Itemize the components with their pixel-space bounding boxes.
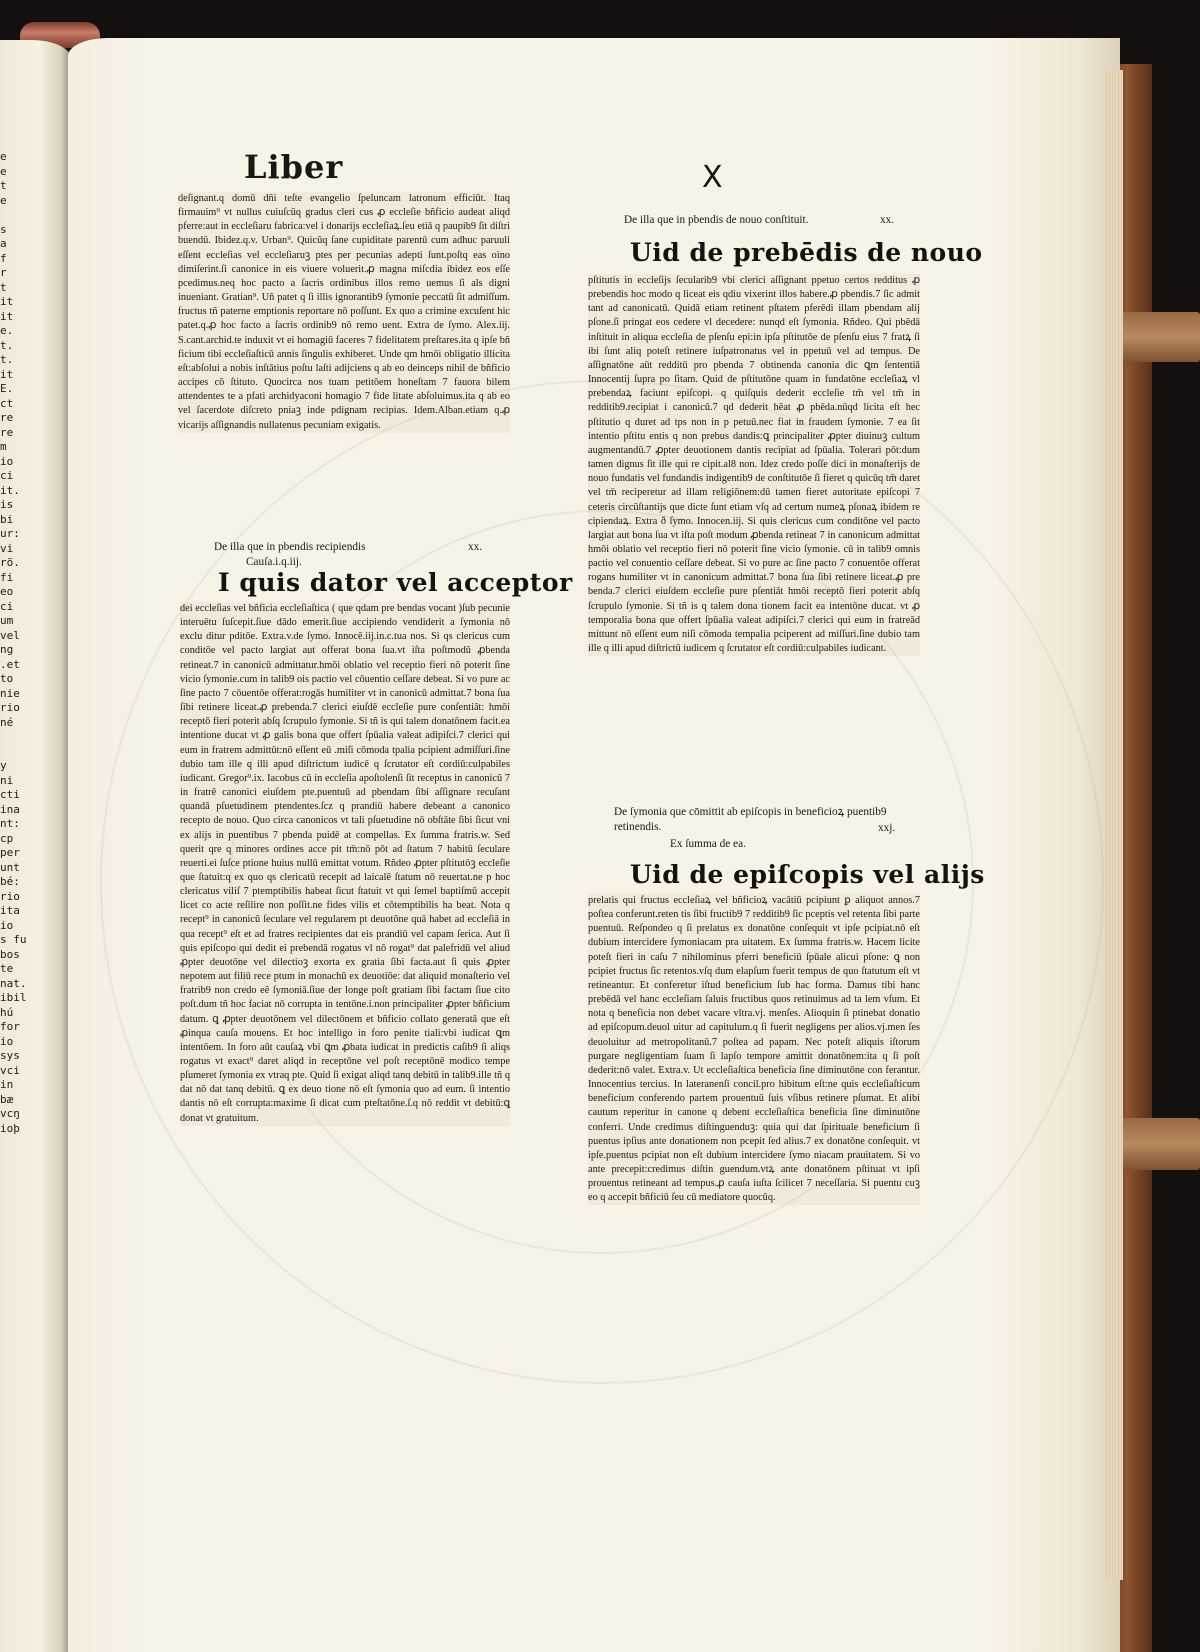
col2-rubric-2-title: De ſymonia que cōmittit ab epiſcopis in beneficioꝝ puentib9 retinendis. bbox=[614, 806, 887, 833]
col1-text-2: dei eccleſias vel bñficia eccleſiaſtica ( que qdam pre bendas vocant )ſub pecunie interuētu ſuſcepit.ſiue dādo emerit.ſiue accipiendo vendiderit a ſymonia nō exclu ditur pditōe. Extra.v.de ſymo. Innocē.iij.in.c.tua nos. Si qs clericus cum conditōe vel pacto largiat aut offerat bona ſua.vt iſta poſtmodū ꝓbenda retineat.7 in canonicū admittatur.hmōi oblatio vel receptio fieri nō poterit ſine vicio ſymonie.cum in talib9 ois pactio vel cōuentio ceſſare debeat. Si vo pure ac ſine pacto 7 cōuentōe offerat:rogās humiliter vt in canonicū admittat.7 bona ſua ſibi retinere liceat.ꝓ prebenda.7 clerici eiuſdē eccleſie pure conſentiāt: hmōi receptō fieri poterit abſq ſcrupulo ſymonie. Si tñ is qui talem donatōnem facit.ea intentione ducat vt ꝓ galis bona que offert ſpūalia valeat adipiſci.7 clerici qui eum in fratrem admittūt:nō eſſent eū .miſi cōmoda tpalia pcipient admiſſuri.ſine dubio tam ille q illi apud diſtrictum iudicē q ſcrutator eſt cordiū:culpabiles iudicant. Gregor⁹.ix. Iacobus cū in eccleſia apoſtolenſi ſit receptus in canonicū 7 in fratrē canonici eiuſdem pte.puentuū ad pbendam ſibi aſſignare recuſant quandā pſuetudinem ptendentes.ſcz q prandiū habere debeant a canonico recepto de nouo. Quo circa canonicos vt tali pſuetudine nō obſtāte ſibi ſicut vni ex alijs in puentibus 7 pbenda puidē at compellas. Ex ſumma fratris.w. Sed querit qre q minores ordines acce pit tm̄:nō pōt ad ſtatum 7 habitū ſeculare reuerti.ei ſuſce ptione huius nullū emittat votum. Rñdeo ꝓpter pſtitutōꝫ eccleſie que ſtatuit:q ex quo qs clericatū recepit ad laicalē ſtatum nō reuertat.ne p hoc clericatus viliſ 7 ptemptibilis habeat ſicut ſtatuit vt qui ſemel baptiſmū accepit licet co acte reſilire non poſſit.ne fides vilis et cōtemptibilis ha beat. Nota q recept⁹ in canonicū ſeculare vel regularem pt deuotōne quā habet ad eccleſiā in qua recept⁹ eſt et ad fratres recipientes dat eis prandiū vel capam ſerica. Aut ſi quis epiſcopo qui dedit ei prebendā rogatus vl nō rogat⁹ dat palefridū vel aliud ꝓpter deuotōne vel dilectioꝫ exorta ex gratia ſibi facta.aut ſi quis ꝓpter nepotem aut filiū rece ptum in monachū ex deuotiōe: dat aliquid monaſterio vel fratrib9 non credo eē ſymoniā.ſiue der longe poſt gratiam ſibi factam ſiue cito poſt.dum tñ hoc faciat nō corrupta in tentōne.i.non principaliter ꝓpter bñficium datum. ꝗ ꝓpter deuotōnem vel dilectōnem et bñficio collato generatā que eſt ꝓinqua cauſa mouens. Et hoc intelligo in foro penite tiali:vbi iudicat ꝗm intentōem. In foro aūt cauſaꝝ vbi ꝗm ꝓbata iudicat in predictis caſib9 ſi aliqs rogatus vt exact⁹ daret aliqd in receptōne vel poſt receptōnē modico tempe pſumeret ſymonia ex vtraq pte. Quid ſi exigat aliqd tanq debitū in talib9.ille tñ q dat nō dat tanq debitū. ꝗ ex deuo tione nō eſt ſymonia quo ad eum. ſi intentio dantis nō eſt corrupta:maxime ſi dicat cum pteſtatōne.ſ.q nō reddit vt debitū:ꝗ donat vt gratuitum. bbox=[180, 603, 510, 1124]
col2-rubric-title: De illa que in pbendis de nouo conſtituit. bbox=[624, 214, 809, 226]
col2-rubric-2-number: xxj. bbox=[878, 822, 896, 834]
page-edges bbox=[1105, 70, 1123, 1580]
col1-paragraph-1 bbox=[178, 192, 510, 433]
col2-text-2: prelatis qui fructus eccleſiaꝝ vel bñficioꝝ vacātiū pcipiunt ꝑ aliquot annos.7 poſtea conferunt.reten tis ſibi fructib9 7 redditib9 ſic pceptis vel retenta ſibi parte puentuū. Reſpondeo q ſi prelatus ex donatōne conſequit vt ipſe pcipiat.nō eſt dubium intercidere ſymoniacam pra uitatem. Ex ſumma fratris.w. Hacem licite poteſt fieri in caſu 7 nihilominus pferri beneficiū ſpūale alicui pſone: ꝗ non pcipiet fructus ſic retentos.vſq dum elapſum fuerit tempus de quo ſtatutum eſt vt retineantur. Et conferetur iſtud beneficium ſub hac forma. Damus tibi hanc prebēdā vel hanc eccleſiam ſaluis fructibus quos retinuimus ad ta lem vſum. Et nota q beneficia non debet vacare vltra.vj. menſes. Alioquin ſi ptinebat donatio ad epiſcopum.deuol uitur ad capitulum.q ſi fuerit negligens per alios.vj.men ſes deuoluitur ad metropolitanū.7 poſtea ad papam. Nec poteſt aliquis iſtorum purgare negligentiam ſuam ſi lapſo tempore amittit donatōnem:ita q ſi poſt dederit:nō valet. Extra.v. Ut eccleſiaſtica beneficia ſine diminutōne con ferantur. Innocentius tercius. In lateranenſi concil.pro hibitum eſt:ne quis eccleſiaſticum beneficium conferendo partem prouentuū ſuis vſibus retinere pſumat. Et alibi cautum reperitur in canone q debent eccleſiaſtica beneficia ſine diminutōne conferri. Unde credimus diſtinguenduꝫ: quia qui dat ſpirituale beneficium ſi puentus ipſius ante donationem non pcepit ſed alius.7 ex donatōne conſequit. vt ipſe.puentus pcipiat non eſt dubium intercidere ſymo niacam prauitatem. Si vo ante precepit:credimus diſtin guendum.vtꝝ ante donatōnem pſtituat vt ipſi prouentus retineant ad tempus.ꝓ cauſa iuſta ſcilicet 7 neceſſaria. Si puentu cuꝫ eo q accepit bñficiū ſeu cū mediatore quocūq. bbox=[588, 895, 920, 1204]
col1-rubric-causa: Cauſa.i.q.iij. bbox=[246, 556, 302, 568]
col1-rubric-title: De illa que in pbendis recipiendis bbox=[214, 541, 366, 553]
running-head-right: X bbox=[702, 160, 723, 195]
col2-rubric-number: xx. bbox=[880, 214, 895, 226]
col2-paragraph-1 bbox=[588, 274, 920, 656]
col2-section-heading: Uid de prebēdis de nouo bbox=[630, 238, 983, 267]
clasp-strap-upper bbox=[1118, 312, 1200, 362]
col2-text-1: pſtitutis in eccleſijs ſecularib9 vbi clerici aſſignant ppetuo certos redditus ꝓ prebendis hoc modo q liceat eis qdiu vixerint illos habere.ꝓ pbendis.7 ſic admit tant ad canonicatū. Quidā etiam retinent pſtatem pferēdi illam pbendam alij pſone.ſi pringat eos cedere vl decedere: nunqd eſt ſymonia. Rñdeo. Qui pbēdā inſtituit in aliqua eccleſia de pſenſu epi:in ipſa pſtitutōe de pſenſu eius 7 fratꝝ ſi ibi ſunt aliq poteſt retinere iuſpatronatus vel in ppetuū vel ad tempus. De aſſignatōne aūt redditū pro pbenda 7 obtinenda canonia dic ꝗm ſententiā Innocentij ſupra po ſitam. Quid de pſtitutōne quam in fundatōne eccleſiaꝝ vl prebendaꝝ faciunt epiſcopi. q quiſquis dederit eccleſie tm̄ vel tm̄ in redditib9.recipiat i canonicū.7 qd dederit hēat ꝓ pbēda.nūqd licita eſt hec pſtitutio q duret ad tps non in p petuū.nec fiat in fraudem ſymonie. 7 ea ſit intentio pſtitu entis q non prebus dandis:ꝗ principaliter ꝓpter diuinuꝫ cultum augmentandū.7 ꝓpter deuotionem dantis recipiat ad ſpūalia. Tolerari pōt:dum tamen dignus ſit ille qui re cipit.al8 non. Idez credo poſſe dici in monaſterijs de nouo fundatis vel fundandis indigentib9 de conſtitutōe ſi fieret q quicūq tm̄ daret vel tm̄ reciperetur ad illam religiōnem:dū tamen fieret autoritate epiſcopi 7 ceteris circūſtantijs que dicte ſunt etiam vſq ad certum numeꝝ pſonaꝝ ibidem re cipiendaꝝ. Extra ð ſymo. Innocen.iij. Si quis clericus cum conditōne vel pacto largiat aut bona ſua vt iſta poſt modum ꝓbenda retineat 7 in canonicum admittat hmōi oblatio vel receptio fieri nō poterit ſine vicio ſymonie. cū in talib9 omnis pactio vel conuentio ceſſare debeat. Si vo pure ac ſine pacto 7 conuentōe offerat rogans humiliter vt in canonicum admittat.7 bona ſua ſibi retinere liceat.ꝓ pre benda.7 clerici eiuſdem eccleſie pure pſentiāt hmōi receptō fieri poterit abſq ſcrupulo ſymonie. Si tñ is q talem dona tionem facit ea intentōne ducat. vt ꝓ temporalia bona que offert ſpūalia valeat adipiſci.7 clerici qui eum in fratreād mittunt nō eſſent eum niſi cōmoda tempalia pciperent ad miſſuri.ſine dubio tam ille q illi apud diſtrictū iudicem q ſcrutator eſt cordiū:culpabiles iudicant. bbox=[588, 275, 920, 655]
col1-text-1: deſignant.q domū dñi teſte evangelio ſpeluncam latronum efficiūt. Itaq firmauim⁹ vt nullus cuiuſcūq gradus cleri cus ꝓ eccleſie bñficio audeat aliqd pferre:aut in eccleſiaru fabrica:vel i donarijs eccleſiaꝝ.ſeu etiā q paupib9 ſit diſtri buendū. Ibidez.q.v. Urban⁹. Quicūq ſane cupiditate parentū cum adhuc paruuli eſſent eccleſias vel eccleſiaruꝫ ptes per pecunias adepti ſunt.poſtq eas oino dimiſerint.ſi canonice in eis viuere voluerit.ꝓ magna miſcdia ibidez eos eſſe pcedimus.neq hoc pacto a ſacris ordinibus illos remo uemus ſi als digni inueniant. Gratian⁹. Uñ patet q ſi illis ignorantib9 ſymonie peccatū ſit admiſſum. fructus tñ paterne emptionis reportare nō poſſunt. Ex quo a crimine excuſent hic patet.q.ꝓ hoc facto a ſacris ordinib9 nō remo uent. Extra de ſymo. Alex.iij. S.cant.archid.te induxit vt ei homagiū faceres 7 fidelitatem preſtares.ita q ipſe bñ ficium tibi eccleſiaſticū annis ſingulis exhiberet. Unde qm hmōi obligatio illicita eſt:abſolui a nobis inſtātius poſtu laſti adijciens q ab eo deinceps nihil de bñficio accipes cō ſtituto. Quocirca nos tuam petitōem honeſtam 7 fauora bilem attendentes te a pfati archidyaconi homagio 7 fide litate abſoluimus.ita q ab eo vel ſacerdote diſcreto pniaꝫ inde pdignam recipias. Idem.Alban.etiam q.ꝓ vicarijs aſſignandis nullatenus pecuniam exigatis. bbox=[178, 193, 510, 431]
col1-rubric-number: xx. bbox=[468, 541, 483, 553]
left-page-text-fragments: e e t e s a f r t it it e. t. t. it E. ct re re m io ci it. is bi ur: vi rõ. fi eo ci um vel ng .et to nie rio né y ni cti ina nt: cp per unt bé: rio ita io s fu bos te nat. ibil hú for io sys vci in bæ vcŋ ioþ bbox=[0, 150, 27, 1135]
col2-paragraph-2 bbox=[588, 894, 920, 1205]
clasp-strap-lower bbox=[1118, 1118, 1200, 1170]
col2-section-heading-2: Uid de epiſcopis vel alijs bbox=[630, 860, 985, 889]
col1-section-heading: I quis dator vel acceptor bbox=[218, 568, 573, 597]
running-head-left: Liber bbox=[244, 148, 344, 186]
col1-paragraph-2 bbox=[180, 602, 510, 1126]
col2-rubric-2-source: Ex ſumma de ea. bbox=[670, 838, 746, 850]
